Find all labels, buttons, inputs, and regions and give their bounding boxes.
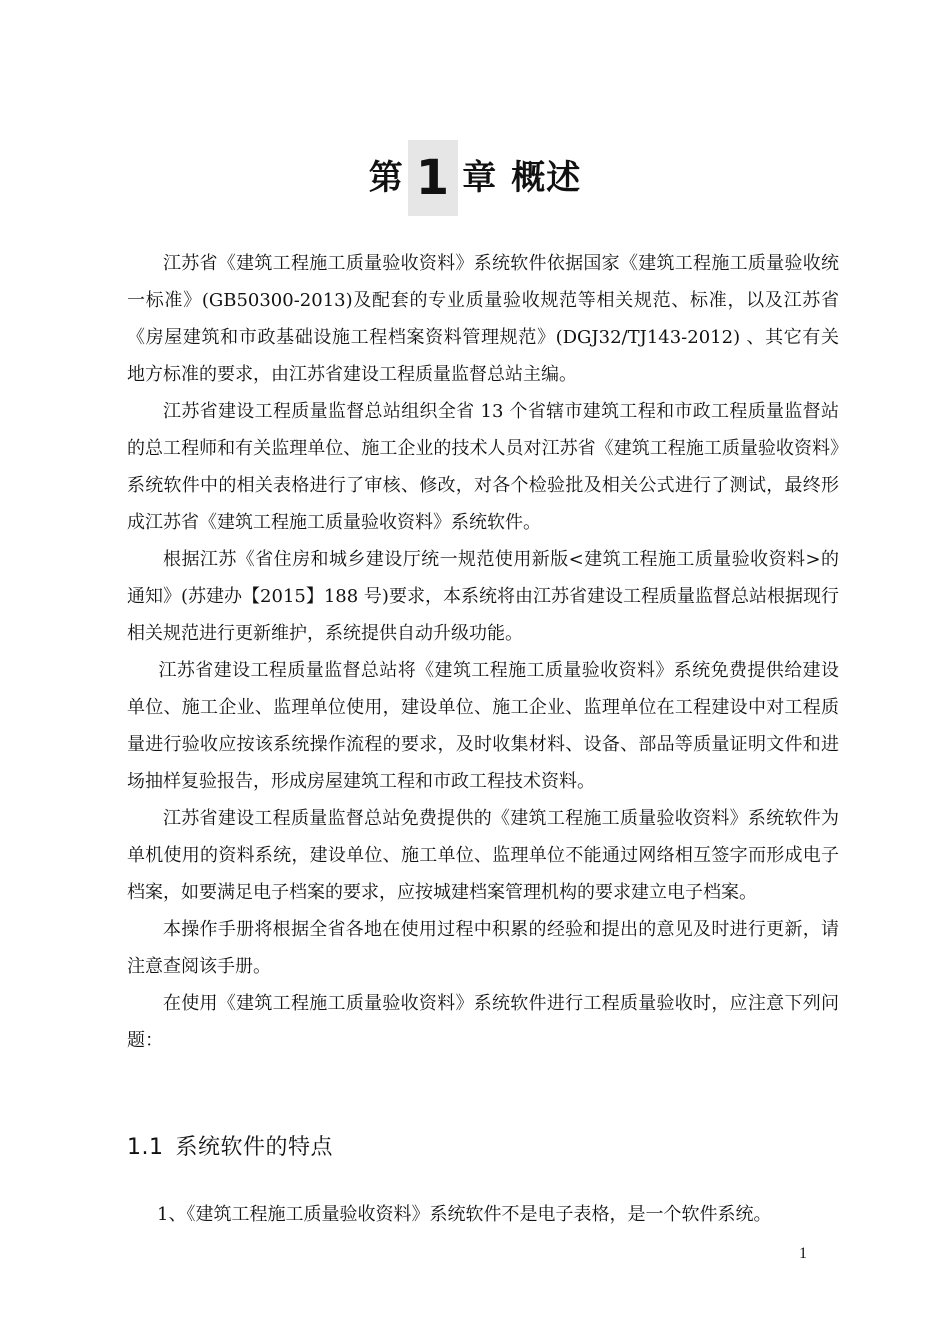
section-heading [127, 1128, 333, 1168]
chapter-title [0, 140, 950, 216]
page-number: 1 [799, 1245, 807, 1262]
paragraph-5: 江苏省建设工程质量监督总站免费提供的《建筑工程施工质量验收资料》系统软件为单机使用的资料系统，建设单位、施工单位、监理单位不能通过网络相互签字而形成电子档案，如要满足电子档案的要求，应按城建档案管理机构的要求建立电子档案。 [127, 808, 839, 903]
chapter-number: 1 [408, 140, 458, 216]
paragraph-7: 在使用《建筑工程施工质量验收资料》系统软件进行工程质量验收时，应注意下列问题： [127, 993, 839, 1051]
list-item-1: 1、《建筑工程施工质量验收资料》系统软件不是电子表格，是一个软件系统。 [157, 1204, 772, 1225]
paragraph-3: 根据江苏《省住房和城乡建设厅统一规范使用新版<建筑工程施工质量验收资料>的通知》(苏建办【2015】188 号)要求，本系统将由江苏省建设工程质量监督总站根据现行相关规范进行更新维护，系统提供自动升级功能。 [127, 549, 839, 644]
chapter-suffix: 章 [462, 158, 498, 198]
paragraph-6: 本操作手册将根据全省各地在使用过程中积累的经验和提出的意见及时进行更新，请注意查阅该手册。 [127, 919, 839, 977]
paragraph-4: 江苏省建设工程质量监督总站将《建筑工程施工质量验收资料》系统免费提供给建设单位、施工企业、监理单位使用，建设单位、施工企业、监理单位在工程建设中对工程质量进行验收应按该系统操作流程的要求，及时收集材料、设备、部品等质量证明文件和进场抽样复验报告，形成房屋建筑工程和市政工程技术资料。 [127, 660, 839, 792]
section-number: 1.1 [127, 1135, 164, 1160]
paragraph-2: 江苏省建设工程质量监督总站组织全省 13 个省辖市建筑工程和市政工程质量监督站的总工程师和有关监理单位、施工企业的技术人员对江苏省《建筑工程施工质量验收资料》系统软件中的相关表格进行了审核、修改，对各个检验批及相关公式进行了测试，最终形成江苏省《建筑工程施工质量验收资料》系统软件。 [127, 401, 839, 533]
chapter-prefix: 第 [368, 158, 404, 198]
body-text [127, 245, 839, 1059]
paragraph-1: 江苏省《建筑工程施工质量验收资料》系统软件依据国家《建筑工程施工质量验收统一标准》(GB50300-2013)及配套的专业质量验收规范等相关规范、标准，以及江苏省《房屋建筑和市政基础设施工程档案资料管理规范》(DGJ32/TJ143-2012) 、其它有关地方标准的要求，由江苏省建设工程质量监督总站主编。 [127, 253, 839, 385]
chapter-name: 概述 [511, 158, 582, 198]
section-title: 系统软件的特点 [175, 1135, 334, 1160]
